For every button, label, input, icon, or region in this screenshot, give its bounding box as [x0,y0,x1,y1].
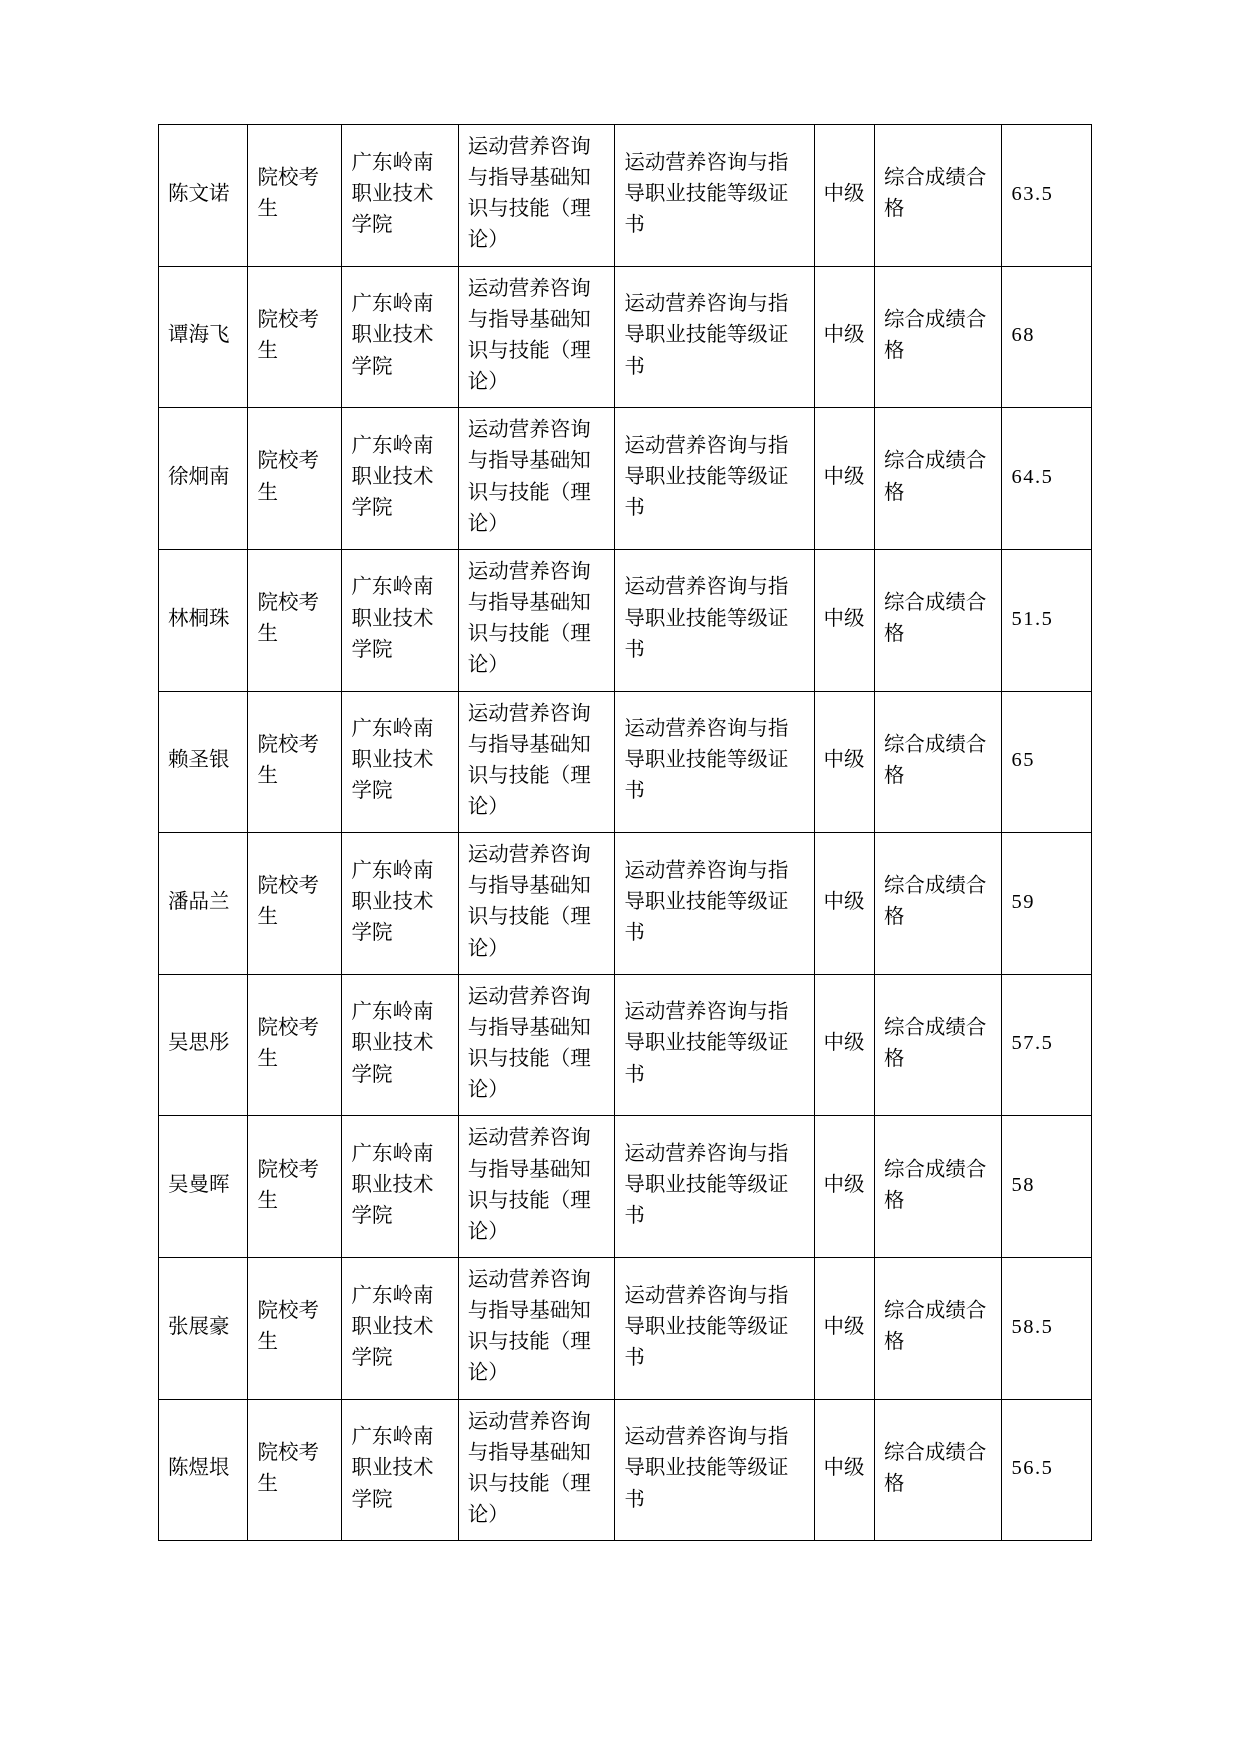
cell-name: 赖圣银 [159,691,248,833]
table-row [159,408,1092,550]
cell-certificate: 运动营养咨询与指导职业技能等级证书 [615,549,814,691]
cell-candidate-type: 院校考生 [248,1116,342,1258]
cell-certificate: 运动营养咨询与指导职业技能等级证书 [615,833,814,975]
cell-score: 57.5 [1002,974,1092,1116]
cell-name: 林桐珠 [159,549,248,691]
cell-name: 吴曼晖 [159,1116,248,1258]
cell-certificate: 运动营养咨询与指导职业技能等级证书 [615,125,814,267]
cell-status: 综合成绩合格 [874,408,1002,550]
cell-score: 58 [1002,1116,1092,1258]
cell-level: 中级 [814,549,874,691]
table-row [159,1258,1092,1400]
cell-status: 综合成绩合格 [874,833,1002,975]
cell-certificate: 运动营养咨询与指导职业技能等级证书 [615,691,814,833]
cell-status: 综合成绩合格 [874,1399,1002,1541]
cell-name: 陈文诺 [159,125,248,267]
cell-school: 广东岭南职业技术学院 [342,408,458,550]
cell-level: 中级 [814,1399,874,1541]
cell-candidate-type: 院校考生 [248,1399,342,1541]
cell-score: 63.5 [1002,125,1092,267]
cell-level: 中级 [814,266,874,408]
cell-candidate-type: 院校考生 [248,691,342,833]
cell-name: 陈煜垠 [159,1399,248,1541]
cell-subject: 运动营养咨询与指导基础知识与技能（理论） [458,974,615,1116]
cell-level: 中级 [814,974,874,1116]
cell-score: 58.5 [1002,1258,1092,1400]
cell-school: 广东岭南职业技术学院 [342,974,458,1116]
cell-score: 51.5 [1002,549,1092,691]
cell-level: 中级 [814,1258,874,1400]
cell-candidate-type: 院校考生 [248,125,342,267]
cell-status: 综合成绩合格 [874,974,1002,1116]
cell-subject: 运动营养咨询与指导基础知识与技能（理论） [458,691,615,833]
cell-level: 中级 [814,125,874,267]
cell-status: 综合成绩合格 [874,266,1002,408]
cell-school: 广东岭南职业技术学院 [342,1116,458,1258]
cell-status: 综合成绩合格 [874,1258,1002,1400]
cell-school: 广东岭南职业技术学院 [342,125,458,267]
table-row [159,974,1092,1116]
cell-subject: 运动营养咨询与指导基础知识与技能（理论） [458,833,615,975]
cell-name: 谭海飞 [159,266,248,408]
cell-level: 中级 [814,1116,874,1258]
cell-name: 潘品兰 [159,833,248,975]
cell-subject: 运动营养咨询与指导基础知识与技能（理论） [458,549,615,691]
table-row [159,833,1092,975]
cell-certificate: 运动营养咨询与指导职业技能等级证书 [615,408,814,550]
table-row [159,1399,1092,1541]
cell-certificate: 运动营养咨询与指导职业技能等级证书 [615,1116,814,1258]
cell-candidate-type: 院校考生 [248,266,342,408]
cell-school: 广东岭南职业技术学院 [342,1258,458,1400]
cell-certificate: 运动营养咨询与指导职业技能等级证书 [615,974,814,1116]
cell-school: 广东岭南职业技术学院 [342,1399,458,1541]
cell-subject: 运动营养咨询与指导基础知识与技能（理论） [458,125,615,267]
cell-status: 综合成绩合格 [874,549,1002,691]
table-row [159,125,1092,267]
cell-status: 综合成绩合格 [874,691,1002,833]
cell-candidate-type: 院校考生 [248,549,342,691]
cell-score: 64.5 [1002,408,1092,550]
cell-candidate-type: 院校考生 [248,974,342,1116]
cell-name: 吴思彤 [159,974,248,1116]
cell-level: 中级 [814,408,874,550]
table-row [159,1116,1092,1258]
cell-school: 广东岭南职业技术学院 [342,549,458,691]
table-row [159,549,1092,691]
cell-certificate: 运动营养咨询与指导职业技能等级证书 [615,1258,814,1400]
exam-results-table [158,124,1092,1541]
cell-candidate-type: 院校考生 [248,1258,342,1400]
cell-certificate: 运动营养咨询与指导职业技能等级证书 [615,1399,814,1541]
cell-school: 广东岭南职业技术学院 [342,691,458,833]
cell-name: 徐炯南 [159,408,248,550]
cell-subject: 运动营养咨询与指导基础知识与技能（理论） [458,1258,615,1400]
table-body [159,125,1092,1541]
cell-candidate-type: 院校考生 [248,408,342,550]
cell-score: 59 [1002,833,1092,975]
cell-subject: 运动营养咨询与指导基础知识与技能（理论） [458,266,615,408]
cell-score: 56.5 [1002,1399,1092,1541]
cell-status: 综合成绩合格 [874,125,1002,267]
cell-status: 综合成绩合格 [874,1116,1002,1258]
cell-school: 广东岭南职业技术学院 [342,266,458,408]
table-row [159,266,1092,408]
cell-score: 68 [1002,266,1092,408]
cell-level: 中级 [814,691,874,833]
table-row [159,691,1092,833]
cell-certificate: 运动营养咨询与指导职业技能等级证书 [615,266,814,408]
cell-subject: 运动营养咨询与指导基础知识与技能（理论） [458,1116,615,1258]
cell-name: 张展豪 [159,1258,248,1400]
cell-subject: 运动营养咨询与指导基础知识与技能（理论） [458,1399,615,1541]
cell-subject: 运动营养咨询与指导基础知识与技能（理论） [458,408,615,550]
cell-level: 中级 [814,833,874,975]
cell-school: 广东岭南职业技术学院 [342,833,458,975]
cell-candidate-type: 院校考生 [248,833,342,975]
cell-score: 65 [1002,691,1092,833]
